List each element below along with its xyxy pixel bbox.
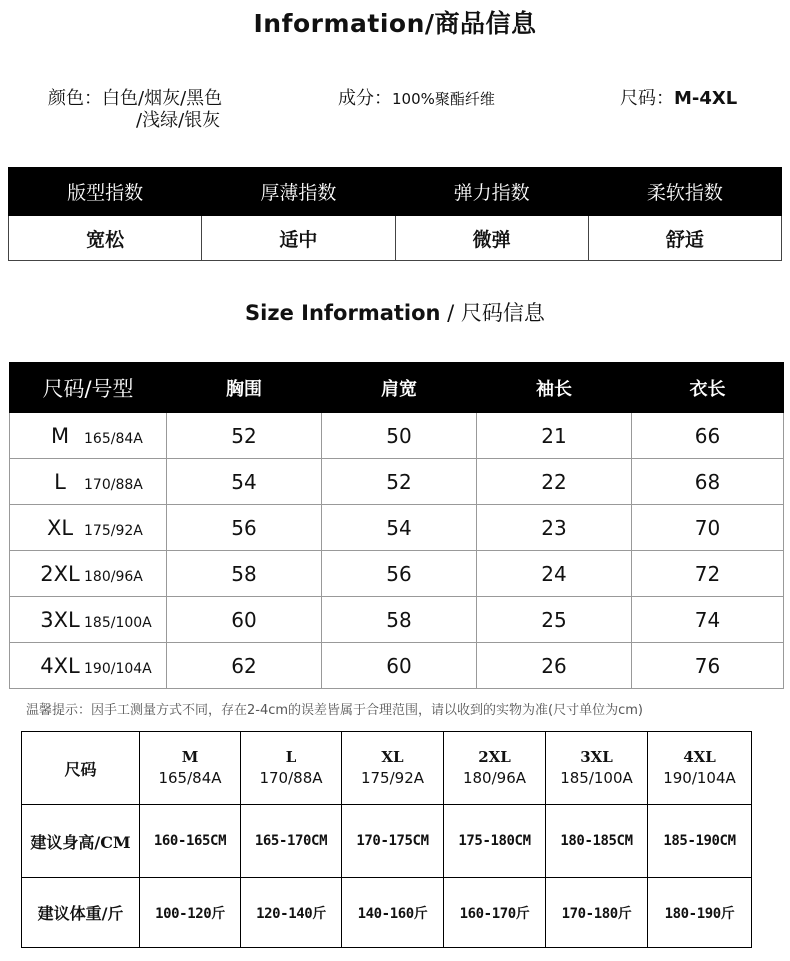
index-header: 弹力指数 [395,168,588,216]
recommend-height-header: 建议身高/CM [22,805,140,878]
table-row [10,459,784,505]
size-label: M [50,423,70,448]
recommend-weight-row [22,878,752,948]
shoulder-value: 50 [322,413,477,459]
recommend-size-cell [546,732,648,805]
length-value: 66 [632,413,784,459]
length-value: 76 [632,643,784,689]
color-label: 颜色： [48,88,102,109]
sleeve-value: 21 [477,413,632,459]
body-type: 165/84A [84,430,143,447]
sleeve-value: 24 [477,551,632,597]
material-value: 100%聚酯纤维 [392,90,495,108]
body-type: 190/104A [84,660,152,677]
recommend-size-label: 4XL [683,748,716,766]
recommend-body-type: 165/84A [158,769,222,787]
color-values-line2: /浅绿/银灰 [136,110,221,131]
recommend-size-cell [444,732,546,805]
sleeve-value: 22 [477,459,632,505]
size-label: XL [46,515,74,540]
sleeve-value: 23 [477,505,632,551]
shoulder-value: 60 [322,643,477,689]
size-range-attribute [620,88,737,110]
recommend-size-label: 3XL [580,748,613,766]
recommend-size-cell [241,732,342,805]
chest-value: 54 [167,459,322,505]
sleeve-value: 25 [477,597,632,643]
size-cell [10,459,167,505]
length-header: 衣长 [632,363,784,413]
table-row [10,505,784,551]
recommend-height-value: 165-170CM [241,805,342,878]
index-header: 版型指数 [9,168,202,216]
size-cell [10,413,167,459]
recommend-body-type: 185/100A [560,769,633,787]
recommend-height-row [22,805,752,878]
body-type: 175/92A [84,522,143,539]
recommend-height-value: 170-175CM [342,805,444,878]
recommend-weight-value: 180-190斤 [648,878,752,948]
size-cell [10,505,167,551]
chest-value: 60 [167,597,322,643]
measurement-tip: 温馨提示：因手工测量方式不同，存在2-4cm的误差皆属于合理范围，请以收到的实物为准(尺寸单位为cm) [26,703,643,718]
size-label: L [54,469,66,494]
size-info-title-en: Size Information [245,301,441,325]
table-row [10,551,784,597]
shoulder-header: 肩宽 [322,363,477,413]
size-label: 3XL [40,607,80,632]
recommend-size-label: 2XL [478,748,511,766]
fit-index-table [8,167,782,261]
recommend-table [21,731,752,948]
body-type: 180/96A [84,568,143,585]
index-value: 舒适 [588,216,781,261]
size-info-table [9,362,784,689]
length-value: 74 [632,597,784,643]
recommend-size-row [22,732,752,805]
fit-index-header-row [9,168,782,216]
chest-value: 56 [167,505,322,551]
recommend-body-type: 190/104A [663,769,736,787]
fit-index-value-row [9,216,782,261]
chest-value: 62 [167,643,322,689]
shoulder-value: 54 [322,505,477,551]
recommend-size-label: M [181,748,199,766]
recommend-size-label: L [285,748,297,766]
recommend-weight-value: 100-120斤 [140,878,241,948]
recommend-size-cell [140,732,241,805]
size-info-header-row [10,363,784,413]
color-attribute [48,88,308,132]
size-cell [10,597,167,643]
size-range-label: 尺码： [620,88,674,109]
length-value: 72 [632,551,784,597]
index-value: 适中 [202,216,395,261]
recommend-body-type: 175/92A [360,769,425,787]
recommend-height-value: 160-165CM [140,805,241,878]
size-label: 4XL [40,653,80,678]
recommend-weight-value: 170-180斤 [546,878,648,948]
recommend-weight-value: 120-140斤 [241,878,342,948]
index-value: 微弹 [395,216,588,261]
size-cell [10,643,167,689]
chest-value: 58 [167,551,322,597]
size-info-title-cn: / 尺码信息 [440,301,545,325]
size-header: 尺码/号型 [10,363,167,413]
table-row [10,413,784,459]
chest-value: 52 [167,413,322,459]
shoulder-value: 52 [322,459,477,505]
body-type: 170/88A [84,476,143,493]
table-row [10,597,784,643]
size-info-title [0,297,790,327]
recommend-weight-value: 140-160斤 [342,878,444,948]
shoulder-value: 56 [322,551,477,597]
page-title: Information/商品信息 [253,9,537,38]
table-row [10,643,784,689]
color-values-line1: 白色/烟灰/黑色 [102,88,223,109]
sleeve-value: 26 [477,643,632,689]
recommend-body-type: 180/96A [462,769,527,787]
recommend-height-value: 185-190CM [648,805,752,878]
sleeve-header: 袖长 [477,363,632,413]
body-type: 185/100A [84,614,152,631]
chest-header: 胸围 [167,363,322,413]
index-header: 厚薄指数 [202,168,395,216]
size-cell [10,551,167,597]
size-range-value: M-4XL [674,88,738,109]
material-attribute [338,88,495,110]
size-label: 2XL [40,561,80,586]
index-header: 柔软指数 [588,168,781,216]
shoulder-value: 58 [322,597,477,643]
recommend-weight-value: 160-170斤 [444,878,546,948]
recommend-size-cell [648,732,752,805]
recommend-height-value: 180-185CM [546,805,648,878]
length-value: 70 [632,505,784,551]
recommend-weight-header: 建议体重/斤 [22,878,140,948]
material-label: 成分： [338,88,392,109]
recommend-size-label: XL [381,748,404,766]
index-value: 宽松 [9,216,202,261]
recommend-size-cell [342,732,444,805]
recommend-height-value: 175-180CM [444,805,546,878]
recommend-body-type: 170/88A [259,769,323,787]
recommend-size-header: 尺码 [22,732,140,805]
length-value: 68 [632,459,784,505]
